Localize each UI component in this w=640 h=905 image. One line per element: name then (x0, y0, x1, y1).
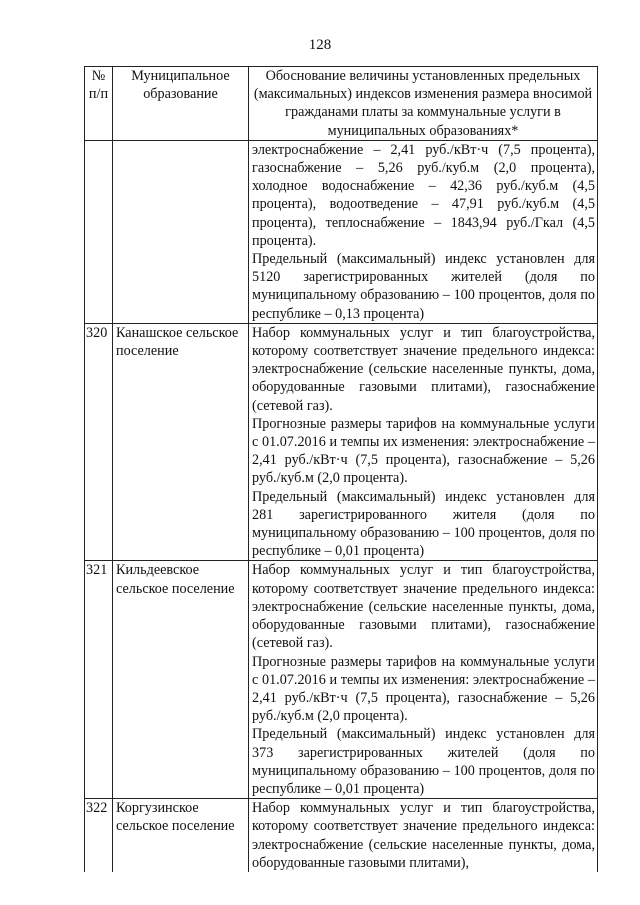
paragraph: Прогнозные размеры тарифов на коммунальные услуги с 01.07.2016 и темпы их изменения: электроснабжение – 2,41 руб./кВт·ч (7,5 процента), газоснабжение – 5,26 руб./куб.м (2,0 процента). (252, 653, 595, 725)
row-municipality-cell: Кильдеевское сельское поселение (113, 561, 249, 799)
paragraph: Набор коммунальных услуг и тип благоустройства, которому соответствует значение предельного индекса: электроснабжение (сельские населенные пункты, дома, оборудованные газовыми плитами), газоснабжение (сетевой газ). (252, 562, 595, 652)
paragraph: Набор коммунальных услуг и тип благоустройства, которому соответствует значение предельного индекса: электроснабжение (сельские населенные пункты, дома, оборудованные газовыми плитами), газоснабжение (сетевой газ). (252, 324, 595, 414)
table-row (85, 323, 598, 561)
page-number: 128 (308, 37, 332, 53)
table-row (85, 799, 598, 872)
row-justification-cell (249, 799, 598, 872)
row-num-cell: 320 (85, 323, 113, 561)
row-num-cell: 322 (85, 799, 113, 872)
tariff-index-table (84, 66, 598, 872)
paragraph: Набор коммунальных услуг и тип благоустройства, которому соответствует значение предельного индекса: электроснабжение (сельские населенные пункты, дома, оборудованные газовыми плитами), (252, 800, 595, 871)
paragraph: Прогнозные размеры тарифов на коммунальные услуги с 01.07.2016 и темпы их изменения: электроснабжение – 2,41 руб./кВт·ч (7,5 процента), газоснабжение – 5,26 руб./куб.м (2,0 процента). (252, 415, 595, 487)
table-header-row (85, 67, 598, 141)
header-municipality: Муниципальное образование (113, 67, 249, 141)
table-row (85, 561, 598, 799)
row-num-cell: 321 (85, 561, 113, 799)
row-municipality-cell: Коргузинское сельское поселение (113, 799, 249, 872)
row-municipality-cell (113, 140, 249, 323)
table-row-continuation (85, 140, 598, 323)
header-num: № п/п (85, 67, 113, 141)
row-municipality-cell: Канашское сельское поселение (113, 323, 249, 561)
row-num-cell (85, 140, 113, 323)
row-justification-cell (249, 323, 598, 561)
row-justification-cell (249, 561, 598, 799)
row-justification-cell (249, 140, 598, 323)
header-justification: Обоснование величины установленных предельных (максимальных) индексов изменения размера вносимой гражданами платы за коммунальные услуги в муниципальных образованиях* (249, 67, 598, 141)
paragraph: Предельный (максимальный) индекс установлен для 281 зарегистрированного жителя (доля по муниципальному образованию – 100 процентов, доля по республике – 0,01 процента) (252, 488, 595, 560)
paragraph: электроснабжение – 2,41 руб./кВт·ч (7,5 процента), газоснабжение – 5,26 руб./куб.м (2,0 процента), холодное водоснабжение – 42,36 руб./куб.м (4,5 процента), водоотведение – 47,91 руб./куб.м (4,5 процента), теплоснабжение – 1843,94 руб./Гкал (4,5 процента). (252, 141, 595, 249)
paragraph: Предельный (максимальный) индекс установлен для 373 зарегистрированных жителей (доля по муниципальному образованию – 100 процентов, доля по республике – 0,01 процента) (252, 726, 595, 797)
paragraph: Предельный (максимальный) индекс установлен для 5120 зарегистрированных жителей (доля по муниципальному образованию – 100 процентов, доля по республике – 0,13 процента) (252, 251, 595, 322)
